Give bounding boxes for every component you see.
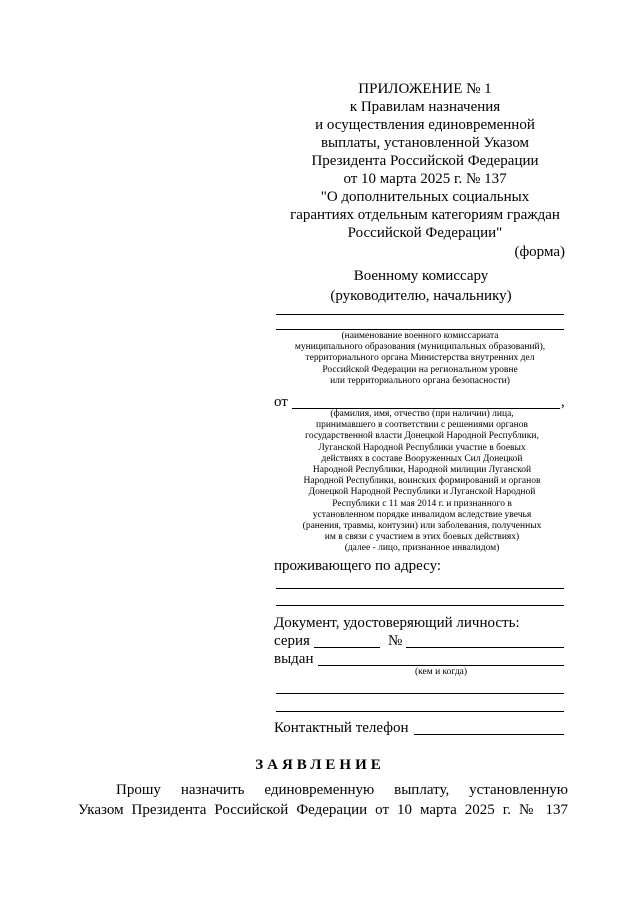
appendix-line: и осуществления единовременной [315,117,535,133]
phone-label: Контактный телефон [274,720,409,736]
statement-line: Прошу назначить единовременную выплату, установленную [116,782,568,798]
statement-line: Указом Президента Российской Федерации от 10 марта 2025 г. № 137 [78,802,568,818]
addressee-line: Военному комиссару [353,268,489,284]
from-hint: (фамилия, имя, отчество (при наличии) лица, принимавшего в соответствии с решениями органов государственной власти Донецкой Народной Республики, Луганской Народной Республики участие в боевых действиях в составе Вооруженных Сил Донецкой Народной Республики, Народной милиции Луганской Народной Республики, воинских формирований и органов Донецкой Народной Республики и Луганской Народной Республики с 11 мая 2014 г. и признанного в установленном порядке инвалидом вследствие увечья (ранения, травмы, контузии) или заболевания, полученных им в связи с участием в этих боевых действиях) (далее - лицо, признанное инвалидом) [302,409,542,554]
statement-title: ЗАЯВЛЕНИЕ [255,757,385,773]
issued-field[interactable] [318,665,564,666]
issued-extra-field[interactable] [276,711,564,712]
appendix-line: от 10 марта 2025 г. № 137 [343,171,507,187]
appendix-line: Президента Российской Федерации [311,153,539,169]
address-field[interactable] [276,605,564,606]
issued-hint: (кем и когда) [414,667,468,677]
series-field[interactable] [314,647,380,648]
addressee-underline[interactable] [276,329,564,330]
addressee-block [276,266,566,306]
appendix-header [270,80,580,242]
addressee-hint: (наименование военного комиссариата муниципального образования (муниципальных образований), территориального органа Министерства внутренних дел Российской Федерации на региональном уровне или территориального органа безопасности) [294,331,546,386]
appendix-line: Российской Федерации" [347,225,503,241]
number-field[interactable] [406,647,564,648]
appendix-line: к Правилам назначения [349,99,501,115]
address-field[interactable] [276,588,564,589]
appendix-line: ПРИЛОЖЕНИЕ № 1 [358,81,492,97]
number-label: № [388,633,403,649]
addressee-underline[interactable] [276,314,564,315]
address-label: проживающего по адресу: [274,558,442,574]
issued-extra-field[interactable] [276,693,564,694]
appendix-line: выплаты, установленной Указом [320,135,530,151]
appendix-line: гарантиях отдельным категориям граждан [290,207,560,223]
from-label: от [274,394,288,410]
phone-field[interactable] [414,734,564,735]
identity-label: Документ, удостоверяющий личность: [274,615,520,631]
from-comma: , [561,394,565,410]
form-label: (форма) [514,244,565,260]
series-label: серия [274,633,310,649]
addressee-line: (руководителю, начальнику) [330,288,512,304]
issued-label: выдан [274,651,314,667]
appendix-line: "О дополнительных социальных [320,189,530,205]
